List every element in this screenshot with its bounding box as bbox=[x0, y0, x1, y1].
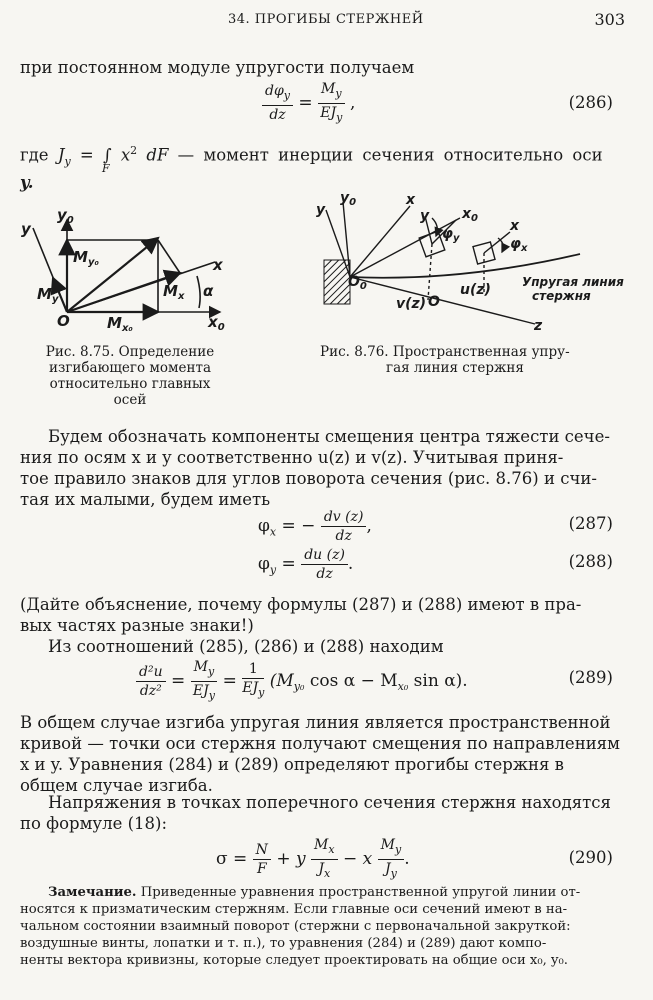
integral-subscript: F bbox=[102, 162, 110, 175]
label-elastic-line-2: стержня bbox=[532, 289, 591, 303]
remark-title: Замечание. bbox=[48, 885, 137, 900]
eq288-number: (288) bbox=[568, 552, 613, 571]
equation-287: $\varphi_x$ = − $\frac{dv (z)}{dz}$ , bbox=[258, 509, 372, 544]
eq289-number: (289) bbox=[568, 668, 613, 687]
label-y: y bbox=[21, 220, 31, 238]
axis-x bbox=[350, 206, 410, 277]
figure-8-76 bbox=[310, 182, 624, 337]
label-phi-x: $\varphi_x$ bbox=[510, 236, 528, 254]
equation-290: σ = $\frac{N}{F}$ + y $\frac{M_x}{J_x}$ − x $\frac{M_y}{J_y}$ . bbox=[216, 837, 410, 880]
figure-8-75 bbox=[15, 200, 230, 335]
paragraph-7: Напряжения в точках поперечного сечения стержня находятся по формуле (18): bbox=[20, 793, 611, 833]
label-my0: $M_{y_0}$ bbox=[73, 248, 99, 268]
eq286-lhs: $\frac{d\varphi_y}{dz}$ bbox=[262, 82, 293, 124]
paragraph-5: Из соотношений (285), (286) и (288) находим bbox=[48, 637, 444, 656]
alpha-arc bbox=[197, 276, 200, 308]
label-y0: $y_0$ bbox=[340, 190, 357, 208]
label-x-section2: x bbox=[510, 218, 520, 234]
paragraph-6: В общем случае изгиба упругая линия является пространственной кривой — точки оси стержня получают смещения по направлениям x и y. Уравнения (284) и (289) определяют прогибы стержня в общем случае изгиба. bbox=[20, 713, 620, 795]
label-x: x bbox=[213, 256, 223, 274]
label-o0: $O_0$ bbox=[348, 274, 367, 292]
paragraph-2: где $J_y$ = ∫ $x^2$ dF — момент инерции сечения относительно оси y. bbox=[20, 144, 603, 192]
label-origin: O bbox=[57, 312, 70, 330]
eq286-rhs: $\frac{M_y}{EJ_y}$ bbox=[318, 80, 345, 127]
label-x0: $x_0$ bbox=[462, 206, 478, 224]
paragraph-4: (Дайте объяснение, почему формулы (287) и (288) имеют в пра- вых частях разные знаки!) bbox=[20, 595, 582, 635]
label-y: y bbox=[316, 202, 326, 218]
axis-z bbox=[350, 277, 535, 324]
label-phi-y: $\varphi_y$ bbox=[442, 226, 460, 244]
running-title: 34. ПРОГИБЫ СТЕРЖНЕЙ bbox=[228, 12, 424, 27]
eq290-number: (290) bbox=[568, 848, 613, 867]
paragraph-1: при постоянном модуле упругости получаем bbox=[20, 58, 415, 77]
v-projection bbox=[428, 244, 432, 300]
label-mx0: $M_{x_0}$ bbox=[107, 314, 133, 334]
eq287-number: (287) bbox=[568, 514, 613, 533]
label-z: z bbox=[534, 318, 543, 334]
label-uz: u(z) bbox=[460, 282, 491, 298]
label-alpha: α bbox=[203, 282, 214, 300]
equation-286: $\frac{d\varphi_y}{dz}$ = $\frac{M_y}{EJ_y}$ , bbox=[262, 80, 355, 127]
label-y-section: y bbox=[420, 208, 430, 224]
phi-x-arc bbox=[498, 238, 503, 252]
equation-289: $\frac{\text{d²u}}{\text{dz²}}$ = $\frac{M_y}{EJ_y}$ = $\frac{1}{EJ_y}$ ($M_{y_0}$ $\cos \alpha - M_{x_0}$ sin α). bbox=[136, 658, 468, 705]
paragraph-3: Будем обозначать компоненты смещения центра тяжести сече- ния по осям x и y соответственно u(z) и v(z). Учитывая приня- тое правило знаков для углов поворота сечения (рис. 8.76) и счи- тая их малыми, будем иметь bbox=[20, 427, 610, 509]
label-my: $M_y$ bbox=[37, 285, 59, 305]
label-x0: $x_0$ bbox=[208, 313, 225, 333]
label-o: O bbox=[428, 294, 440, 310]
label-elastic-line-1: Упругая линия bbox=[522, 275, 624, 289]
caption-fig-8-76: Рис. 8.76. Пространственная упру- гая линия стержня bbox=[320, 344, 570, 376]
label-vz: v(z) bbox=[396, 296, 427, 312]
page-number: 303 bbox=[594, 10, 625, 29]
caption-fig-8-75: Рис. 8.75. Определение изгибающего момента относительно главных осей bbox=[45, 344, 215, 408]
label-mx: $M_x$ bbox=[163, 282, 185, 302]
eq286-number: (286) bbox=[568, 93, 613, 112]
equation-288: $\varphi_y$ = $\frac{du (z)}{dz}$ . bbox=[258, 547, 354, 582]
remark: Замечание. Приведенные уравнения пространственной упругой линии от- носятся к призматическим стержням. Если главные оси сечений имеют в на- чальном состоянии взаимный поворот (стержни с первоначальной закруткой: воздушные винты, лопатки и т. п.), то уравнения (284) и (289) дают компо- ненты вектора кривизны, которые следует проектировать на общие оси x₀, y₀. bbox=[20, 885, 581, 968]
label-x: x bbox=[406, 192, 416, 208]
label-y0: $y_0$ bbox=[57, 206, 74, 226]
guide-mx bbox=[158, 240, 180, 273]
